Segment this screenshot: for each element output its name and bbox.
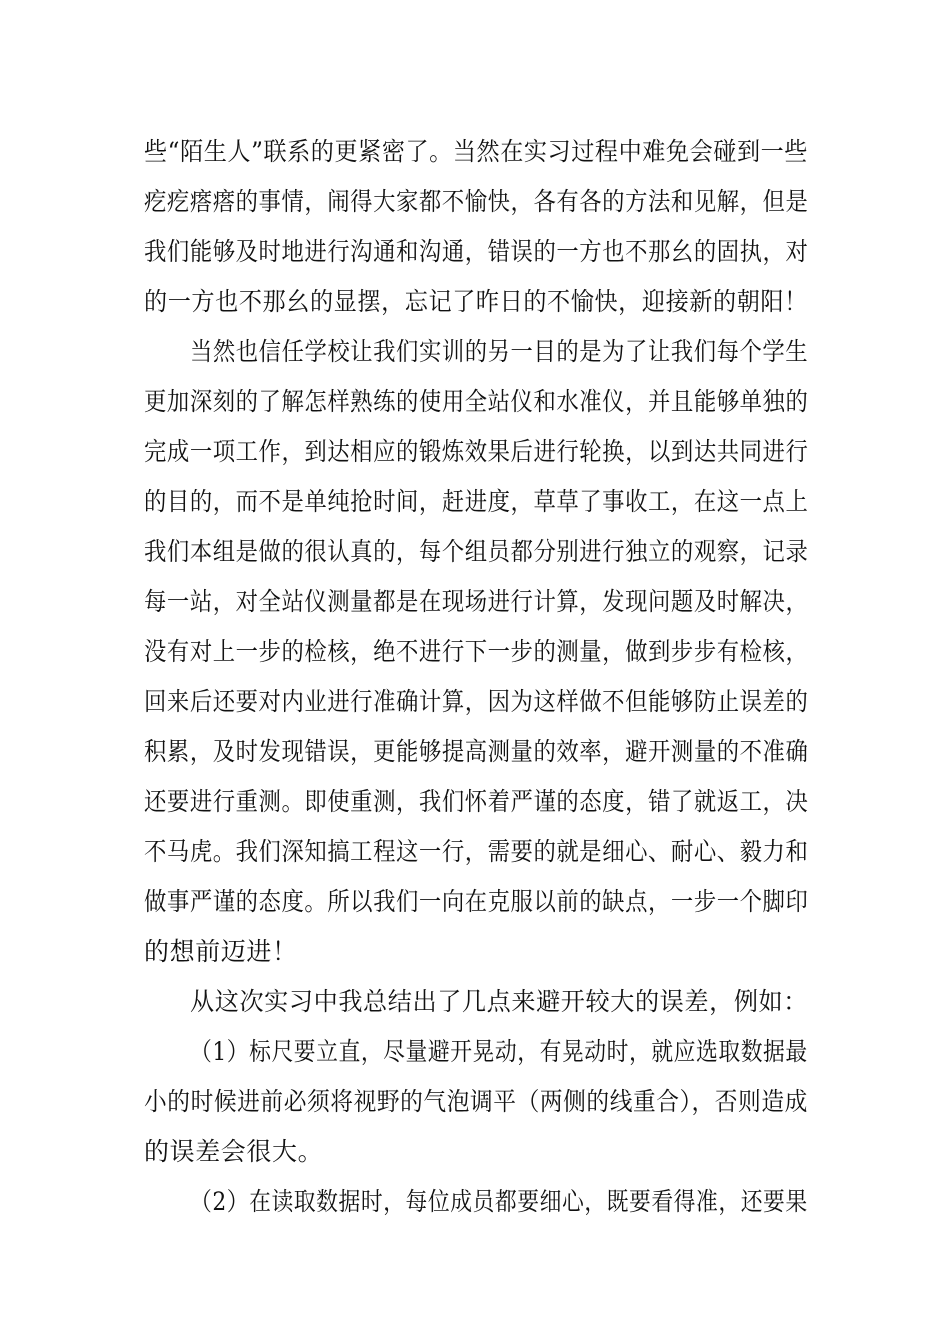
text-line: 些“陌生人”联系的更紧密了。当然在实习过程中难免会碰到一些 [144,137,808,166]
text-line: 的一方也不那幺的显摆，忘记了昨日的不愉快，迎接新的朝阳！ [144,287,808,316]
text-line: 回来后还要对内业进行准确计算，因为这样做不但能够防止误差的 [144,687,809,716]
paragraph-start-line: 从这次实习中我总结出了几点来避开较大的误差，例如： [190,987,809,1016]
text-line: 积累，及时发现错误，更能够提高测量的效率，避开测量的不准确 [144,737,809,766]
text-line: 还要进行重测。即使重测，我们怀着严谨的态度，错了就返工，决 [144,787,809,816]
paragraph-start-line: 当然也信任学校让我们实训的另一目的是为了让我们每个学生 [190,337,809,366]
list-item-2-line: （2）在读取数据时，每位成员都要细心，既要看得准，还要果 [190,1187,808,1216]
text-line: 不马虎。我们深知搞工程这一行，需要的就是细心、耐心、毅力和 [144,837,809,866]
list-item-1-line: （1）标尺要立直，尽量避开晃动，有晃动时，就应选取数据最 [190,1037,808,1066]
text-line: 疙疙瘩瘩的事情，闹得大家都不愉快，各有各的方法和见解，但是 [144,187,809,216]
text-line: 完成一项工作，到达相应的锻炼效果后进行轮换，以到达共同进行 [144,437,809,466]
text-line: 我们能够及时地进行沟通和沟通，错误的一方也不那幺的固执，对 [144,237,809,266]
text-line: 我们本组是做的很认真的，每个组员都分别进行独立的观察，记录 [144,537,809,566]
text-line: 的目的，而不是单纯抢时间，赶进度，草草了事收工，在这一点上 [144,487,809,516]
text-line: 的误差会很大。 [144,1137,324,1166]
text-line: 小的时候进前必须将视野的气泡调平（两侧的线重合），否则造成 [144,1087,808,1116]
text-line: 更加深刻的了解怎样熟练的使用全站仪和水准仪，并且能够单独的 [144,387,809,416]
text-line: 没有对上一步的检核，绝不进行下一步的测量，做到步步有检核， [144,637,809,666]
text-line: 做事严谨的态度。所以我们一向在克服以前的缺点，一步一个脚印 [144,887,809,916]
text-line: 每一站，对全站仪测量都是在现场进行计算，发现问题及时解决， [144,587,809,616]
text-line: 的想前迈进！ [144,937,298,966]
